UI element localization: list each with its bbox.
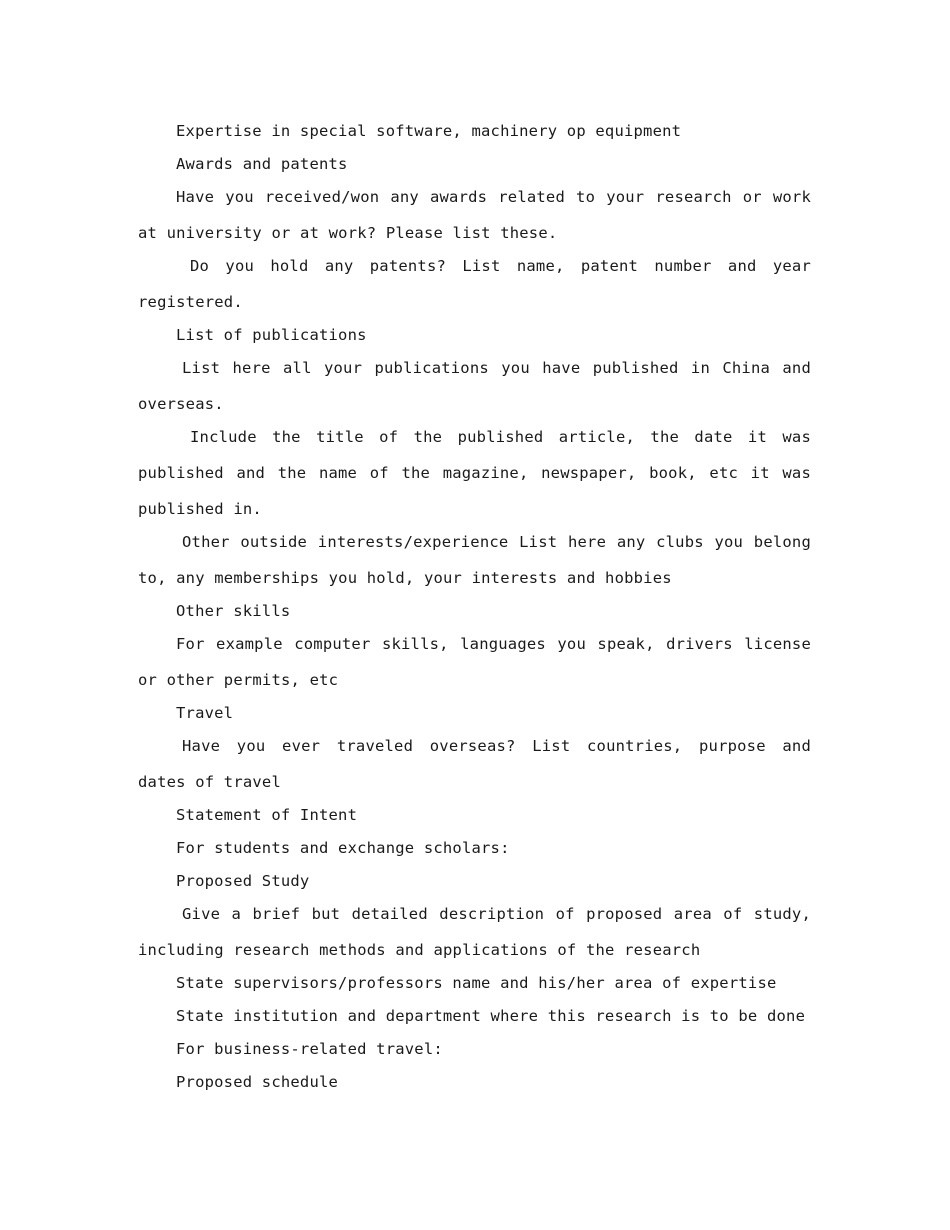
paragraph-supervisors: State supervisors/professors name and his/her area of expertise bbox=[176, 974, 777, 992]
paragraph-business-travel: For business-related travel: bbox=[176, 1040, 443, 1058]
heading-list-of-publications: List of publications bbox=[176, 326, 367, 344]
paragraph-outside-interests: Other outside interests/experience List here any clubs you belong to, any memberships you hold, your interests and hobbies bbox=[138, 533, 811, 587]
paragraph-publication-details: Include the title of the published article, the date it was published and the name of the magazine, newspaper, book, etc it was published in. bbox=[138, 428, 811, 518]
paragraph-institution: State institution and department where this research is to be done bbox=[176, 1007, 806, 1025]
paragraph-expertise: Expertise in special software, machinery op equipment bbox=[176, 122, 682, 140]
paragraph-travel: Have you ever traveled overseas? List countries, purpose and dates of travel bbox=[138, 737, 811, 791]
paragraph-patents: Do you hold any patents? List name, patent number and year registered. bbox=[138, 257, 811, 311]
document-body bbox=[138, 113, 811, 1100]
heading-travel: Travel bbox=[176, 704, 234, 722]
heading-awards-and-patents: Awards and patents bbox=[176, 155, 348, 173]
paragraph-awards: Have you received/won any awards related to your research or work at university or at work? Please list these. bbox=[138, 188, 811, 242]
paragraph-proposed-study: Give a brief but detailed description of proposed area of study, including research methods and applications of the research bbox=[138, 905, 811, 959]
heading-proposed-schedule: Proposed schedule bbox=[176, 1073, 339, 1091]
paragraph-other-skills: For example computer skills, languages you speak, drivers license or other permits, etc bbox=[138, 635, 811, 689]
heading-proposed-study: Proposed Study bbox=[176, 872, 310, 890]
paragraph-publications: List here all your publications you have published in China and overseas. bbox=[138, 359, 811, 413]
paragraph-students-scholars: For students and exchange scholars: bbox=[176, 839, 510, 857]
heading-statement-of-intent: Statement of Intent bbox=[176, 806, 358, 824]
heading-other-skills: Other skills bbox=[176, 602, 291, 620]
